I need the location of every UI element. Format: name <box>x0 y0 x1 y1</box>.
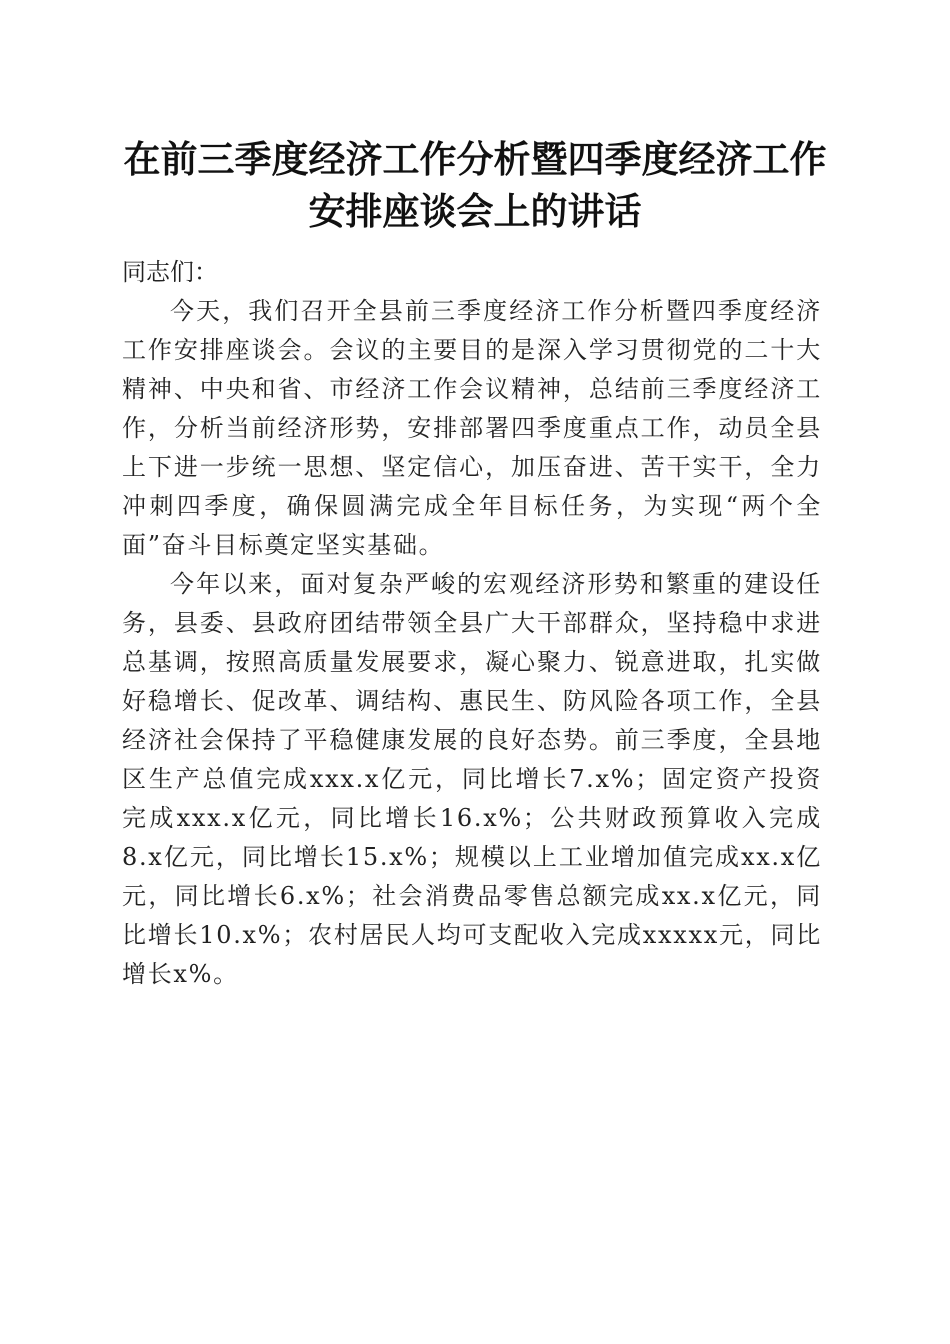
document-body <box>122 253 822 994</box>
document-title: 在前三季度经济工作分析暨四季度经济工作安排座谈会上的讲话 <box>123 137 827 233</box>
salutation: 同志们： <box>122 258 218 286</box>
paragraph-review: 今年以来，面对复杂严峻的宏观经济形势和繁重的建设任务，县委、县政府团结带领全县广大干部群众，坚持稳中求进总基调，按照高质量发展要求，凝心聚力、锐意进取，扎实做好稳增长、促改革、调结构、惠民生、防风险各项工作，全县经济社会保持了平稳健康发展的良好态势。前三季度，全县地区生产总值完成xxx.x亿元，同比增长7.x%；固定资产投资完成xxx.x亿元，同比增长16.x%；公共财政预算收入完成8.x亿元，同比增长15.x%；规模以上工业增加值完成xx.x亿元，同比增长6.x%；社会消费品零售总额完成xx.x亿元，同比增长10.x%；农村居民人均可支配收入完成xxxxx元，同比增长x%。 <box>122 570 822 988</box>
paragraph-intro: 今天，我们召开全县前三季度经济工作分析暨四季度经济工作安排座谈会。会议的主要目的是深入学习贯彻党的二十大精神、中央和省、市经济工作会议精神，总结前三季度经济工作，分析当前经济形势，安排部署四季度重点工作，动员全县上下进一步统一思想、坚定信心，加压奋进、苦干实干，全力冲刺四季度，确保圆满完成全年目标任务，为实现“两个全面”奋斗目标奠定坚实基础。 <box>122 297 822 559</box>
